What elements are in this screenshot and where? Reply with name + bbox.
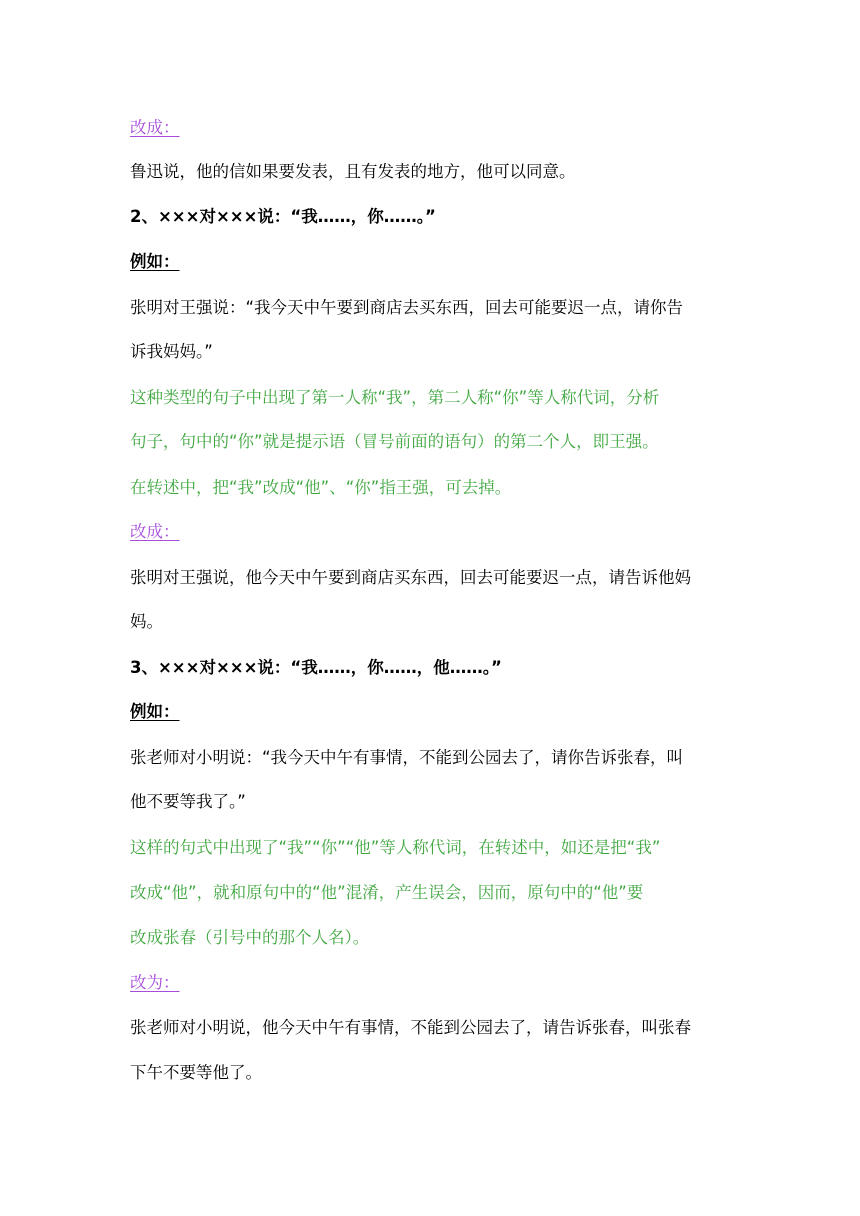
explanation-3-line-1: 这样的句式中出现了“我”“你”“他”等人称代词，在转述中，如还是把“我” — [130, 838, 661, 857]
example-sentence-3-line-2: 他不要等我了。” — [130, 792, 246, 811]
example-sentence-2-line-1: 张明对王强说：“我今天中午要到商店去买东西，回去可能要迟一点，请你告 — [130, 298, 684, 317]
converted-sentence-1: 鲁迅说，他的信如果要发表，且有发表的地方，他可以同意。 — [130, 162, 576, 181]
explanation-3-line-3: 改成张春（引号中的那个人名）。 — [130, 928, 370, 947]
explanation-2-line-1: 这种类型的句子中出现了第一人称“我”，第二人称“你”等人称代词，分析 — [130, 388, 660, 407]
explanation-2-line-3: 在转述中，把“我”改成“他”、“你”指王强，可去掉。 — [130, 478, 512, 497]
change-to-label-1: 改成： — [130, 118, 180, 137]
example-label-2: 例如： — [130, 252, 180, 271]
pattern-heading-3: 3、×××对×××说：“我……，你……，他……。” — [130, 658, 502, 677]
example-sentence-2-line-2: 诉我妈妈。” — [130, 342, 213, 361]
example-label-3: 例如： — [130, 702, 180, 721]
explanation-3-line-2: 改成“他”，就和原句中的“他”混淆，产生误会，因而，原句中的“他”要 — [130, 883, 644, 902]
converted-sentence-3-line-1: 张老师对小明说，他今天中午有事情，不能到公园去了，请告诉张春，叫张春 — [130, 1018, 691, 1037]
change-to-label-3: 改为： — [130, 973, 180, 992]
converted-sentence-3-line-2: 下午不要等他了。 — [130, 1063, 262, 1082]
change-to-label-2: 改成： — [130, 522, 180, 541]
converted-sentence-2-line-2: 妈。 — [130, 612, 163, 631]
explanation-2-line-2: 句子，句中的“你”就是提示语（冒号前面的语句）的第二个人，即王强。 — [130, 432, 659, 451]
converted-sentence-2-line-1: 张明对王强说，他今天中午要到商店买东西，回去可能要迟一点，请告诉他妈 — [130, 568, 691, 587]
pattern-heading-2: 2、×××对×××说：“我……，你……。” — [130, 207, 436, 226]
example-sentence-3-line-1: 张老师对小明说：“我今天中午有事情，不能到公园去了，请你告诉张春，叫 — [130, 748, 684, 767]
